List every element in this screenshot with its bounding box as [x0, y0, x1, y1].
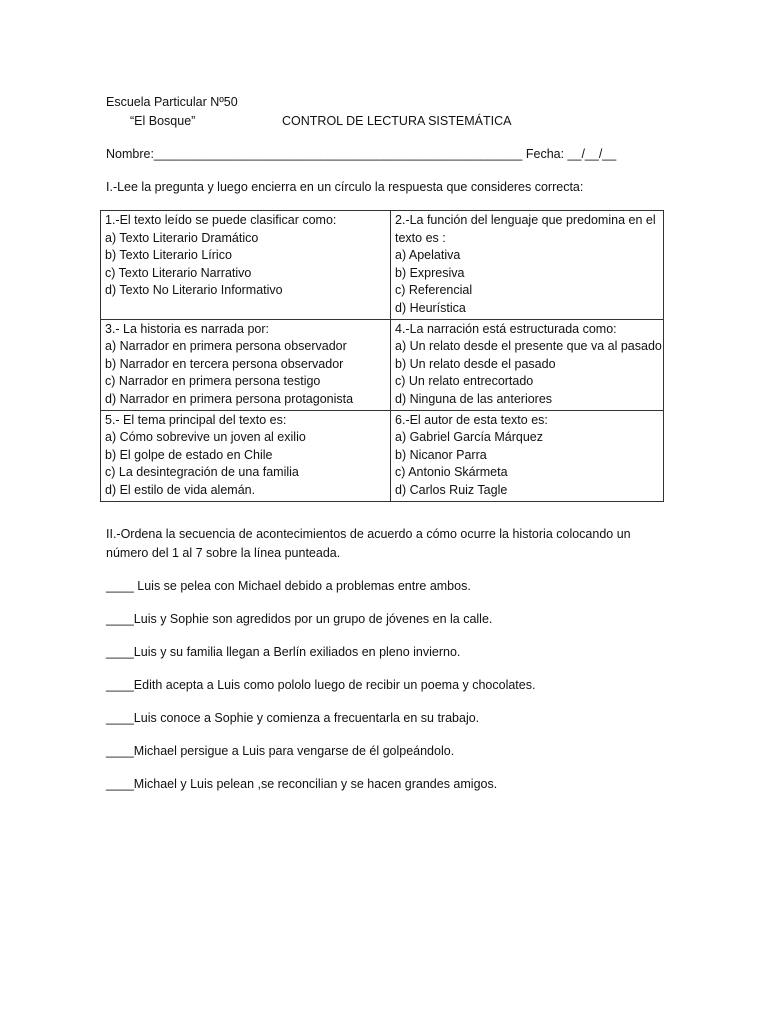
question-cell-2 [391, 211, 664, 320]
section2-instruction: II.-Ordena la secuencia de acontecimientos de acuerdo a cómo ocurre la historia colocando un número del 1 al 7 sobre la línea punteada. [106, 527, 631, 560]
sequence-item[interactable]: ____Luis y su familia llegan a Berlín exiliados en pleno invierno. [106, 645, 461, 659]
question-cell-6 [391, 410, 664, 501]
question-cell-1 [101, 211, 391, 320]
name-date-line: Nombre:_____________________________________________________ Fecha: __/__/__ [106, 147, 617, 161]
sequence-item[interactable]: ____Michael persigue a Luis para vengarse de él golpeándolo. [106, 744, 455, 758]
answer-option[interactable]: a) Apelativa [395, 248, 461, 263]
question-text: 4.-La narración está estructurada como: [395, 321, 617, 336]
question-text: 3.- La historia es narrada por: [105, 321, 269, 336]
question-text: 5.- El tema principal del texto es: [105, 412, 287, 427]
answer-option[interactable]: a) Gabriel García Márquez [395, 430, 543, 445]
sequence-item[interactable]: ____Luis y Sophie son agredidos por un grupo de jóvenes en la calle. [106, 612, 493, 626]
question-text: 1.-El texto leído se puede clasificar como: [105, 213, 337, 227]
answer-option[interactable]: c) La desintegración de una familia [105, 465, 299, 480]
answer-option[interactable]: b) Texto Literario Lírico [105, 248, 232, 263]
answer-option[interactable]: a) Texto Literario Dramático [105, 230, 259, 245]
question-cell-5 [101, 410, 391, 501]
question-text: 6.-El autor de esta texto es: [395, 412, 548, 427]
answer-option[interactable]: b) Un relato desde el pasado [395, 356, 556, 371]
answer-option[interactable]: c) Texto Literario Narrativo [105, 265, 252, 280]
questions-table [100, 210, 664, 502]
table-row [101, 211, 664, 320]
sequence-item[interactable]: ____Michael y Luis pelean ,se reconcilian y se hacen grandes amigos. [106, 777, 498, 791]
sequence-item[interactable]: ____Edith acepta a Luis como pololo luego de recibir un poema y chocolates. [106, 678, 536, 692]
answer-option[interactable]: a) Cómo sobrevive un joven al exilio [105, 430, 306, 445]
table-row [101, 410, 664, 501]
answer-option[interactable]: a) Un relato desde el presente que va al pasado [395, 339, 662, 354]
document-title: CONTROL DE LECTURA SISTEMÁTICA [282, 114, 512, 128]
answer-option[interactable]: d) El estilo de vida alemán. [105, 482, 256, 497]
section1-instruction: I.-Lee la pregunta y luego encierra en un círculo la respuesta que consideres correcta: [106, 180, 584, 194]
answer-option[interactable]: b) Narrador en tercera persona observador [105, 356, 344, 371]
answer-option[interactable]: b) Nicanor Parra [395, 447, 487, 462]
answer-option[interactable]: b) El golpe de estado en Chile [105, 447, 273, 462]
question-text: 2.-La función del lenguaje que predomina en el texto es : [395, 213, 656, 245]
answer-option[interactable]: c) Referencial [395, 283, 473, 298]
answer-option[interactable]: d) Texto No Literario Informativo [105, 283, 283, 298]
answer-option[interactable]: d) Ninguna de las anteriores [395, 391, 553, 406]
sequence-item[interactable]: ____ Luis se pelea con Michael debido a problemas entre ambos. [106, 579, 471, 593]
school-label: Escuela Particular Nº50 [106, 95, 238, 109]
sequence-item[interactable]: ____Luis conoce a Sophie y comienza a frecuentarla en su trabajo. [106, 711, 480, 725]
table-row [101, 319, 664, 410]
answer-option[interactable]: b) Expresiva [395, 265, 465, 280]
school-name: “El Bosque” [130, 114, 196, 128]
answer-option[interactable]: a) Narrador en primera persona observador [105, 339, 347, 354]
answer-option[interactable]: d) Carlos Ruiz Tagle [395, 482, 508, 497]
answer-option[interactable]: c) Un relato entrecortado [395, 374, 534, 389]
answer-option[interactable]: c) Antonio Skármeta [395, 465, 508, 480]
answer-option[interactable]: c) Narrador en primera persona testigo [105, 374, 321, 389]
answer-option[interactable]: d) Heurística [395, 300, 466, 315]
question-cell-3 [101, 319, 391, 410]
answer-option[interactable]: d) Narrador en primera persona protagonista [105, 391, 354, 406]
question-cell-4 [391, 319, 664, 410]
